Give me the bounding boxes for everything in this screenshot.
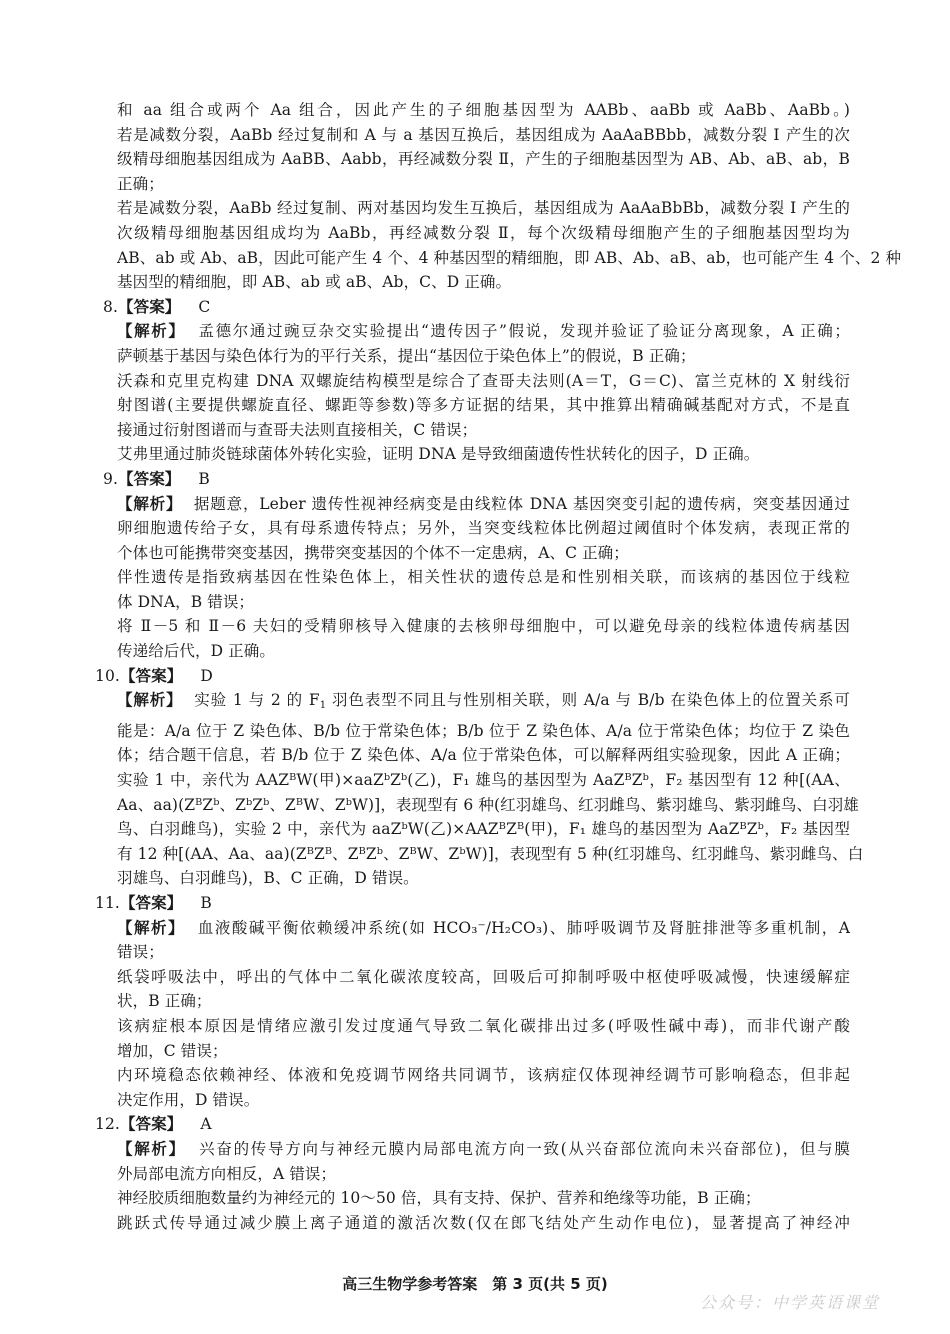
- text-line: 艾弗里通过肺炎链球菌体外转化实验，证明 DNA 是导致细菌遗传性状转化的因子，D 正确。: [117, 445, 760, 464]
- text-line: 次级精母细胞基因组成均为 AaBb，再经减数分裂 Ⅱ，每个次级精母细胞产生的子细胞基因型均为: [117, 223, 850, 242]
- text-line: 基因型的精细胞，即 AB、ab 或 aB、Ab，C、D 正确。: [117, 273, 512, 292]
- answer-label: 【答案】: [119, 1115, 183, 1134]
- text-line: 跳跃式传导通过减少膜上离子通道的激活次数(仅在郎飞结处产生动作电位)，显著提高了神经冲: [117, 1213, 850, 1232]
- analysis-line: 【解析】 兴奋的传导方向与神经元膜内局部电流方向一致(从兴奋部位流向未兴奋部位)，但与膜: [117, 1139, 850, 1158]
- text-line: 羽雄鸟、白羽雌鸟)，B、C 正确，D 错误。: [117, 869, 419, 888]
- analysis-label: 【解析】: [117, 494, 183, 513]
- text-line: 实验 1 中，亲代为 AAZᴮW(甲)×aaZᵇZᵇ(乙)，F₁ 雄鸟的基因型为 AaZᴮZᵇ，F₂ 基因型有 12 种[(AA、: [117, 771, 850, 790]
- page-footer: 高三生物学参考答案 第 3 页(共 5 页): [342, 1275, 608, 1293]
- text-line: 决定作用，D 错误。: [117, 1090, 260, 1109]
- text-line: 纸袋呼吸法中，呼出的气体中二氧化碳浓度较高，回吸后可抑制呼吸中枢使呼吸减慢，快速缓解症: [117, 967, 850, 986]
- text-line: 个体也可能携带突变基因，携带突变基因的个体不一定患病，A、C 正确；: [117, 543, 629, 562]
- analysis-label: 【解析】: [117, 1139, 186, 1158]
- text-line: 鸟、白羽雌鸟)，实验 2 中，亲代为 aaZᵇW(乙)×AAZᴮZᴮ(甲)，F₁ 雄鸟的基因型为 AaZᴮZᵇ，F₂ 基因型: [117, 820, 850, 839]
- question-number: 10.: [95, 666, 120, 685]
- text-line: AB、ab 或 Ab、aB，因此可能产生 4 个、4 种基因型的精细胞，即 AB、Ab、aB、ab，也可能产生 4 个、2 种: [117, 248, 902, 267]
- text-line: 射图谱(主要提供螺旋直径、螺距等参数)等多方证据的结果，其中推算出精确碱基配对方式，不是直: [117, 396, 850, 415]
- question-11-answer: [95, 891, 850, 916]
- question-10-answer: [95, 664, 850, 689]
- text-line: 神经胶质细胞数量约为神经元的 10～50 倍，具有支持、保护、营养和绝缘等功能，B 正确；: [117, 1189, 761, 1208]
- question-8-answer: [103, 295, 850, 320]
- analysis-label: 【解析】: [117, 691, 183, 710]
- analysis-line: 【解析】 血液酸碱平衡依赖缓冲系统(如 HCO₃⁻/H₂CO₃)、肺呼吸调节及肾脏排泄等多重机制，A: [117, 918, 850, 937]
- text-line: 正确；: [117, 174, 164, 193]
- text-line: 卵细胞遗传给子女，具有母系遗传特点；另外，当突变线粒体比例超过阈值时个体发病，表现正常的: [117, 519, 850, 538]
- answer-label: 【答案】: [119, 894, 183, 912]
- text-line: 将 Ⅱ－5 和 Ⅱ－6 夫妇的受精卵核导入健康的去核卵母细胞中，可以避免母亲的线粒体遗传病基因: [117, 617, 850, 636]
- text-line: 接通过衍射图谱而与查哥夫法则直接相关，C 错误；: [117, 420, 478, 439]
- text-line: 级精母细胞基因组成为 AaBB、Aabb，再经减数分裂 Ⅱ，产生的子细胞基因型为 AB、Ab、aB、ab，B: [117, 150, 850, 169]
- text-line: 状，B 正确；: [117, 992, 212, 1011]
- text-line: 该病症根本原因是情绪应激引发过度通气导致二氧化碳排出过多(呼吸性碱中毒)，而非代谢产酸: [117, 1016, 850, 1035]
- answer-value: A: [200, 1115, 212, 1134]
- text-line: 内环境稳态依赖神经、体液和免疫调节网络共同调节，该病症仅体现神经调节可影响稳态，但非起: [117, 1066, 850, 1085]
- answer-value: D: [200, 666, 213, 685]
- question-number: 8.: [103, 297, 118, 316]
- text-line: 错误；: [117, 943, 164, 962]
- text-line: 和 aa 组合或两个 Aa 组合，因此产生的子细胞基因型为 AABb、aaBb 或 AaBb、AaBb。): [117, 101, 850, 119]
- text-line: 沃森和克里克构建 DNA 双螺旋结构模型是综合了查哥夫法则(A＝T，G＝C)、富兰克林的 X 射线衍: [117, 371, 850, 390]
- text-line: 能是：A/a 位于 Z 染色体、B/b 位于常染色体；B/b 位于 Z 染色体、A/a 位于常染色体；均位于 Z 染色: [117, 721, 850, 740]
- text-line: 传递给后代，D 正确。: [117, 642, 275, 661]
- text-line: 增加，C 错误；: [117, 1041, 228, 1060]
- question-number: 12.: [95, 1115, 120, 1134]
- analysis-label: 【解析】: [117, 918, 185, 937]
- answer-value: C: [198, 297, 211, 316]
- answer-value: B: [198, 469, 210, 488]
- answer-label: 【答案】: [119, 666, 183, 685]
- answer-label: 【答案】: [118, 469, 181, 488]
- text-line: 若是减数分裂，AaBb 经过复制、两对基因均发生互换后，基因组成为 AaAaBbBb，减数分裂 Ⅰ 产生的: [117, 199, 850, 218]
- text-line: 体；结合题干信息，若 B/b 位于 Z 染色体、A/a 位于常染色体，可以解释两组实验现象，因此 A 正确；: [117, 746, 850, 765]
- answer-document: [95, 98, 902, 1235]
- answer-value: B: [200, 894, 212, 912]
- text-line: 体 DNA，B 错误；: [117, 592, 255, 611]
- answer-label: 【答案】: [118, 297, 181, 316]
- text-line: 若是减数分裂，AaBb 经过复制和 A 与 a 基因互换后，基因组成为 AaAaBBbb，减数分裂 Ⅰ 产生的次: [117, 125, 850, 144]
- watermark: 公众号：中学英语课堂: [700, 1293, 881, 1312]
- text-line: 伴性遗传是指致病基因在性染色体上，相关性状的遗传总是和性别相关联，而该病的基因位于线粒: [117, 568, 850, 587]
- question-12-answer: [95, 1112, 850, 1137]
- text-line: 外局部电流方向相反，A 错误；: [117, 1164, 337, 1183]
- question-number: 11.: [95, 894, 120, 912]
- analysis-line: 【解析】 实验 1 与 2 的 $F_1$ 羽色表型不同且与性别相关联，则 A/a 与 B/b 在染色体上的位置关系可: [117, 691, 850, 712]
- question-9-answer: [103, 467, 850, 492]
- text-line: Aa、aa)(ZᴮZᵇ、ZᵇZᵇ、ZᴮW、ZᵇW)]，表现型有 6 种(红羽雄鸟、红羽雌鸟、紫羽雄鸟、紫羽雌鸟、白羽雄: [117, 795, 859, 814]
- text-line: 有 12 种[(AA、Aa、aa)(ZᴮZᴮ、ZᴮZᵇ、ZᴮW、ZᵇW)]，表现型有 5 种(红羽雄鸟、红羽雌鸟、紫羽雌鸟、白: [117, 844, 864, 863]
- analysis-label: 【解析】: [117, 322, 186, 341]
- text-line: 萨顿基于基因与染色体行为的平行关系，提出“基因位于染色体上”的假说，B 正确；: [117, 346, 696, 365]
- question-number: 9.: [103, 469, 118, 488]
- analysis-line: 【解析】 据题意，Leber 遗传性视神经病变是由线粒体 DNA 基因突变引起的遗传病，突变基因通过: [117, 494, 851, 513]
- analysis-line: 【解析】 孟德尔通过豌豆杂交实验提出“遗传因子”假说，发现并验证了验证分离现象，A 正确；: [117, 322, 850, 341]
